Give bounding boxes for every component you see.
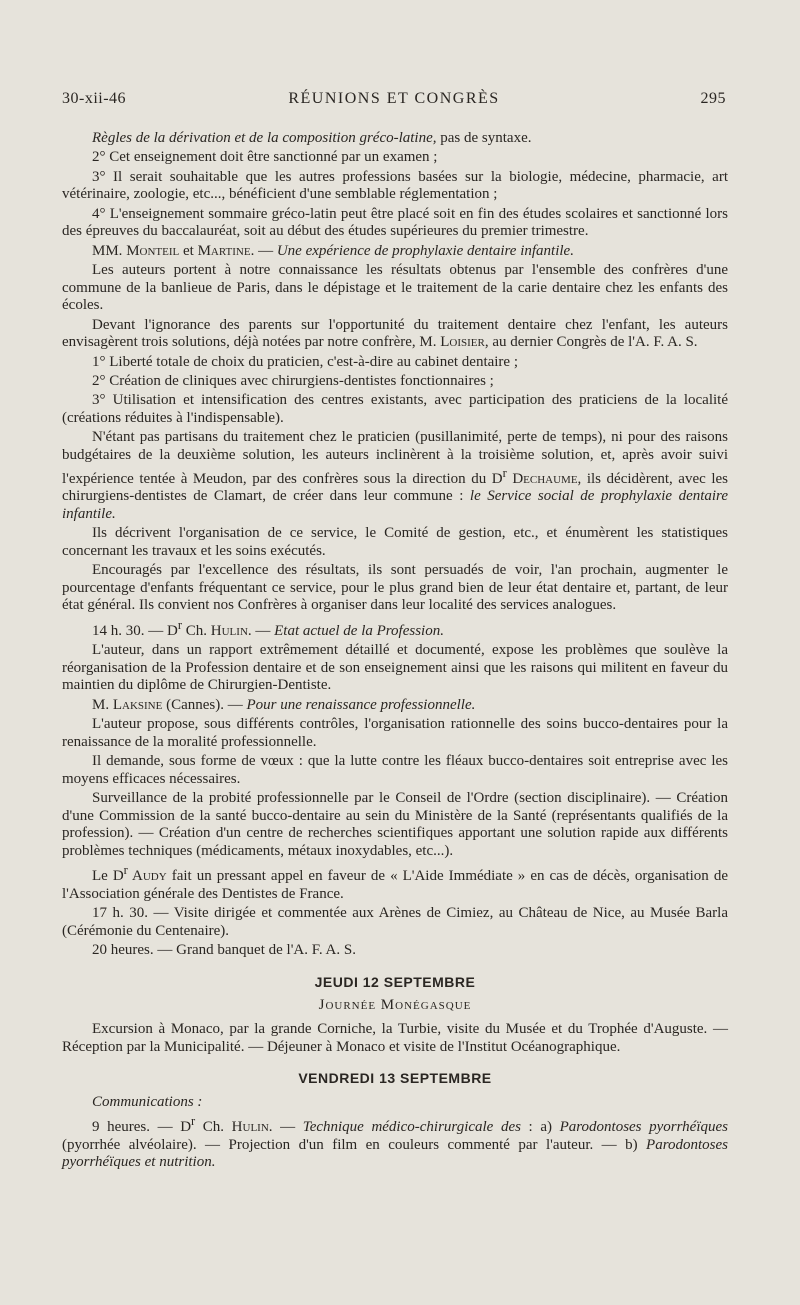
italic-text: Parodontoses pyorrhéïques [559,1119,729,1136]
italic-text: le Service social de prophylaxie dentaire infantile. [62,488,728,522]
text: . — [250,242,277,259]
header-title: RÉUNIONS ET CONGRÈS [288,90,500,107]
text: fait un pressant appel en faveur de « L'Aide Immédiate » en cas de décès, organisation de l'Association générale des Dentistes de France. [62,868,728,902]
italic-text: Parodontoses pyorrhéïques et nutrition. [62,1136,728,1171]
italic-text: Communications : [92,1093,203,1110]
day-heading: JEUDI 12 SEPTEMBRE [314,973,476,990]
author-name: Martine [197,242,251,259]
body-text [62,130,728,1174]
paragraph: 2° Cet enseignement doit être sanctionné par un examen ; [92,149,438,166]
paragraph: 3° Il serait souhaitable que les autres professions basées sur la biologie, médecine, pharmacie, art vétérinaire, zoologie, etc..., bénéficient d'une semblable réglementation ; [62,168,728,203]
paragraph: Les auteurs portent à notre connaissance les résultats obtenus par l'ensemble des confrères d'une commune de la banlieue de Paris, dans le dépistage et le traitement de la carie dentaire chez les enfants des écoles. [62,262,728,314]
talk-heading [62,1113,728,1172]
author-name: Hulin [210,622,248,639]
text: Devant l'ignorance des parents sur l'opportunité du traitement dentaire chez l'enfant, les auteurs envisagèrent trois solutions, déjà notées par notre confrère, M. [62,316,728,351]
paragraph: 20 heures. — Grand banquet de l'A. F. A. S. [92,942,356,959]
superscript: r [123,863,128,878]
page-number: 295 [700,90,726,107]
text: N'étant pas partisans du traitement chez le praticien (pusillanimité, perte de temps), ni pour des raisons budgétaires de la deuxième solution, les auteurs inclinèrent à la troisième solution, et, après avoir suivi l'expérience tentée à Meudon, par des confrères sous la direction du D [62,429,728,487]
italic-text: Règles de la dérivation et de la composition gréco-latine, [92,130,437,146]
day-heading: VENDREDI 13 SEPTEMBRE [298,1070,492,1087]
talk-title: Pour une renaissance professionnelle. [246,696,476,713]
paragraph: 17 h. 30. — Visite dirigée et commentée aux Arènes de Cimiez, au Château de Nice, au Musée Barla (Cérémonie du Centenaire). [62,905,728,939]
author-name: Laksine [112,696,163,713]
paragraph [62,1094,728,1112]
paragraph: Encouragés par l'excellence des résultats, ils sont persuadés de voir, l'an prochain, augmenter le pourcentage d'enfants fréquentant ce service, pour le plus grand bien de leur état dentaire et, partant, de leur état général. Ils convient nos Confrères à organiser dans leur localité des services analogues. [62,562,728,614]
paragraph [62,862,728,903]
text: (Cannes). — [162,696,247,713]
paragraph [62,429,728,523]
talk-heading [62,243,728,261]
text: MM. [92,242,127,259]
text: (pyorrhée alvéolaire). — Projection d'un film en couleurs commenté par l'auteur. — b) [62,1136,647,1153]
talk-title: Une expérience de prophylaxie dentaire infantile. [276,242,574,259]
text: Le D [92,868,124,885]
day-subheading: Journée Monégasque [318,997,472,1014]
paragraph: L'auteur, dans un rapport extrêmement détaillé et documenté, expose les problèmes que soulève la réorganisation de la Profession dentaire et de son enseignement ainsi que les raisons qui militent en faveur du maintien du diplôme de Chirurgien-Dentiste. [62,642,728,694]
text: 14 h. 30. — D [92,622,178,639]
paragraph: Ils décrivent l'organisation de ce service, le Comité de gestion, etc., et énumèrent les statistiques concernant les travaux et les soins exécutés. [62,525,728,559]
author-name: Audy [127,868,167,885]
superscript: r [502,465,507,480]
text: 9 heures. — D [92,1119,192,1136]
paragraph: 1° Liberté totale de choix du praticien, c'est-à-dire au cabinet dentaire ; [92,353,519,370]
text: Ch. [182,622,211,639]
paragraph: 2° Création de cliniques avec chirurgiens-dentistes fonctionnaires ; [92,373,494,390]
paragraph [62,130,728,148]
paragraph: 3° Utilisation et intensification des centres existants, avec participation des praticiens de la localité (créations réduites à l'indispensable). [62,392,728,427]
author-name: Loisier [440,334,485,351]
paragraph [62,317,728,352]
paragraph: Il demande, sous forme de vœux : que la lutte contre les fléaux bucco-dentaires soit entreprise avec les moyens efficaces nécessaires. [62,753,728,787]
italic-text: Technique médico-chirurgicale des [302,1119,521,1136]
paragraph: L'auteur propose, sous différents contrôles, l'organisation rationnelle des soins bucco-dentaires pour la renaissance de la moralité professionnelle. [62,716,728,750]
text: : a) [520,1119,560,1136]
superscript: r [177,617,183,632]
author-name: Hulin [231,1119,269,1136]
text: . — [268,1119,303,1136]
talk-title: Etat actuel de la Profession. [274,622,444,639]
text: pas de syntaxe. [436,130,532,146]
text: M. [92,696,113,713]
talk-heading [62,617,728,641]
text: , au dernier Congrès de l'A. F. A. S. [484,334,698,351]
text: et [179,242,198,259]
text: , ils décidèrent, avec les chirurgiens-dentistes de Clamart, de créer dans leur commune : [62,470,728,505]
paragraph: Surveillance de la probité professionnelle par le Conseil de l'Ordre (section disciplinaire). — Création d'une Commission de la santé bucco-dentaire au sein du Ministère de la Santé (représentants qualifiés de la profession). — Création d'un centre de recherches scientifiques apportant une solution rapide aux différents problèmes techniques (médicaments, métaux inoxydables, etc...). [62,790,728,859]
author-name: Monteil [126,242,180,259]
text: . — [247,622,275,639]
talk-heading [62,697,728,715]
header-date: 30-xii-46 [62,90,127,107]
text: Ch. [195,1119,232,1136]
superscript: r [191,1114,196,1129]
author-name: Dechaume [506,470,578,487]
paragraph: 4° L'enseignement sommaire gréco-latin peut être placé soit en fin des études scolaires et sanctionné lors des épreuves du baccalauréat, soit au début des études supérieures du premier trimestre. [62,205,728,240]
paragraph: Excursion à Monaco, par la grande Corniche, la Turbie, visite du Musée et du Trophée d'Auguste. — Réception par la Municipalité. — Déjeuner à Monaco et visite de l'Institut Océanographique. [62,1021,728,1055]
